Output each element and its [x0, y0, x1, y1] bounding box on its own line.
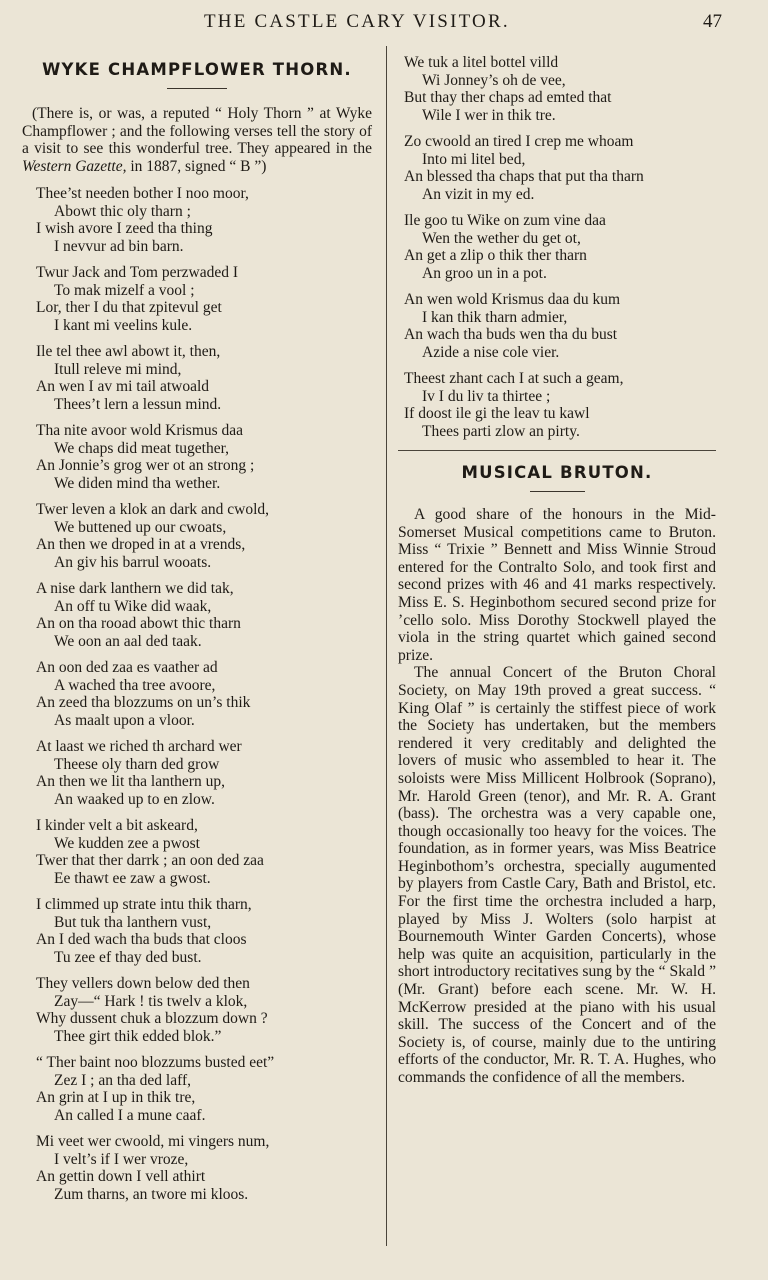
poem-stanza — [36, 422, 372, 492]
poem-line: Wile I wer in thik tre. — [422, 106, 556, 124]
poem-line: An blessed tha chaps that put tha tharn — [404, 168, 644, 185]
poem-line: Azide a nise cole vier. — [422, 343, 560, 361]
poem-intro — [22, 105, 372, 175]
column-divider — [386, 46, 387, 1246]
poem-line: If doost ile gi the leav tu kawl — [404, 405, 590, 422]
poem-right — [398, 54, 716, 440]
poem-line: Ee thawt ee zaw a gwost. — [54, 869, 211, 887]
poem-line: An get a zlip o thik ther tharn — [404, 247, 587, 264]
poem-line: An then we droped in at a vrends, — [36, 536, 246, 553]
poem-line: Theest zhant cach I at such a geam, — [404, 370, 624, 387]
poem-line: An vizit in my ed. — [422, 185, 535, 203]
poem-line: I climmed up strate intu thik tharn, — [36, 896, 252, 913]
poem-stanza — [36, 975, 372, 1045]
poem-line: Iv I du liv ta thirtee ; — [422, 387, 551, 405]
poem-stanza — [36, 817, 372, 887]
poem-line: Wi Jonney’s oh de vee, — [422, 71, 566, 89]
intro-text: (There is, or was, a reputed “ Holy Thorn ” at Wyke Champflower ; and the following verses tell the story of a visit to see this wonderful tree. They appeared in the — [22, 105, 372, 157]
article-title: MUSICAL BRUTON. — [461, 463, 653, 482]
poem-line: Twer that ther darrk ; an oon ded zaa — [36, 852, 264, 869]
poem-line: Zum tharns, an twore mi kloos. — [54, 1185, 249, 1203]
poem-stanza — [36, 264, 372, 334]
poem-line: Thees parti zlow an pirty. — [422, 422, 580, 440]
poem-title: WYKE CHAMPFLOWER THORN. — [42, 60, 352, 79]
poem-line: An wen wold Krismus daa du kum — [404, 291, 621, 308]
poem-line: Twer leven a klok an dark and cwold, — [36, 501, 270, 518]
poem-line: Theese oly tharn ded grow — [54, 755, 220, 773]
poem-stanza — [404, 133, 716, 203]
page-number: 47 — [703, 11, 722, 32]
article-paragraph: A good share of the honours in the Mid-Somerset Musical competitions came to Bruton. Miss “ Trixie ” Bennett and Miss Winnie Stroud entered for the Contralto Solo, and took first and second prizes with 46 and 41 marks respectively. Miss E. S. Heginbothom secured second prize for ’cello solo. Miss Dorothy Stockwell played the viola in the string quartet which gained second prize. — [398, 506, 716, 664]
poem-line: Lor, ther I du that zpitevul get — [36, 299, 222, 316]
poem-line: An oon ded zaa es vaather ad — [36, 659, 218, 676]
poem-line: An wach tha buds wen tha du bust — [404, 326, 618, 343]
poem-line: But thay ther chaps ad emted that — [404, 89, 612, 106]
poem-line: An I ded wach tha buds that cloos — [36, 931, 247, 948]
poem-stanza — [404, 291, 716, 361]
running-head — [0, 11, 768, 37]
poem-line: Twur Jack and Tom perzwaded I — [36, 264, 238, 281]
poem-line: Zez I ; an tha ded laff, — [54, 1071, 191, 1089]
running-title: THE CASTLE CARY VISITOR. — [204, 11, 510, 32]
poem-line: Zay—“ Hark ! tis twelv a klok, — [54, 992, 248, 1010]
poem-line: I nevvur ad bin barn. — [54, 237, 184, 255]
poem-line: Why dussent chuk a blozzum down ? — [36, 1010, 268, 1027]
poem-line: They vellers down below ded then — [36, 975, 250, 992]
intro-text-end: in 1887, signed “ B ”) — [126, 157, 267, 175]
poem-line: As maalt upon a vloor. — [54, 711, 195, 729]
poem-line: “ Ther baint noo blozzums busted eet” — [36, 1054, 275, 1071]
poem-line: An giv his barrul wooats. — [54, 553, 212, 571]
poem-line: A nise dark lanthern we did tak, — [36, 580, 234, 597]
poem-stanza — [404, 212, 716, 282]
poem-line: An called I a mune caaf. — [54, 1106, 206, 1124]
poem-line: An Jonnie’s grog wer ot an strong ; — [36, 457, 255, 474]
poem-line: Mi veet wer cwoold, mi vingers num, — [36, 1133, 270, 1150]
poem-line: Tha nite avoor wold Krismus daa — [36, 422, 244, 439]
poem-line: Zo cwoold an tired I crep me whoam — [404, 133, 634, 150]
title-rule — [167, 88, 227, 89]
right-column — [398, 54, 716, 1087]
poem-line: An grin at I up in thik tre, — [36, 1089, 196, 1106]
section-rule — [398, 450, 716, 451]
poem-line: Ile goo tu Wike on zum vine daa — [404, 212, 606, 229]
poem-line: Thee girt thik edded blok.” — [54, 1027, 222, 1045]
poem-stanza — [36, 501, 372, 571]
poem-line: But tuk tha lanthern vust, — [54, 913, 212, 931]
poem-stanza — [36, 1054, 372, 1124]
poem-line: Tu zee ef thay ded bust. — [54, 948, 202, 966]
left-column — [22, 60, 372, 1212]
poem-line: We buttened up our cwoats, — [54, 518, 227, 536]
article-body — [398, 506, 716, 1087]
poem-line: A wached tha tree avoore, — [54, 676, 216, 694]
poem-line: Thee’st needen bother I noo moor, — [36, 185, 249, 202]
poem-line: Abowt thic oly tharn ; — [54, 202, 191, 220]
poem-line: I kant mi veelins kule. — [54, 316, 193, 334]
poem-line: We kudden zee a pwost — [54, 834, 200, 852]
intro-publication: Western Gazette, — [22, 157, 127, 175]
poem-line: An zeed tha blozzums on un’s thik — [36, 694, 251, 711]
poem-stanza — [36, 896, 372, 966]
poem-line: An on tha rooad abowt thic tharn — [36, 615, 241, 632]
poem-line: We oon an aal ded taak. — [54, 632, 202, 650]
poem-line: At laast we riched th archard wer — [36, 738, 242, 755]
poem-stanza — [36, 659, 372, 729]
poem-line: To mak mizelf a vool ; — [54, 281, 195, 299]
poem-line: Into mi litel bed, — [422, 150, 526, 168]
poem-line: An then we lit tha lanthern up, — [36, 773, 225, 790]
poem-line: An gettin down I vell athirt — [36, 1168, 206, 1185]
poem-line: An groo un in a pot. — [422, 264, 547, 282]
poem-stanza — [36, 580, 372, 650]
poem-stanza — [404, 54, 716, 124]
poem-stanza — [36, 1133, 372, 1203]
article-paragraph: The annual Concert of the Bruton Choral Society, on May 19th proved a great success. “ King Olaf ” is certainly the stiffest piece of work the Society has undertaken, but the members rendered it very creditably and delighted the lovers of music who assembled to hear it. The soloists were Miss Millicent Holbrook (Soprano), Mr. Harold Green (tenor), and Mr. R. A. Grant (bass). The orchestra was a very capable one, though occasionally too heavy for the voices. The foundation, as in former years, was Miss Beatrice Heginbothom’s orchestra, specially augumented by players from Castle Cary, Bath and Bristol, etc. For the first time the orchestra included a harp, played by Miss J. Wolters (solo harpist at Bournemouth Winter Garden Concerts), whose help was quite an acquisition, particularly in the short introductory recitatives sung by the “ Skald ” (Mr. Grant) before each scene. Mr. W. H. McKerrow presided at the piano with his usual skill. The success of the Concert and of the Society is, of course, mainly due to the untiring efforts of the conductor, Mr. R. T. A. Hughes, who commands the confidence of all the members. — [398, 664, 716, 1086]
poem-line: Itull releve mi mind, — [54, 360, 182, 378]
poem-line: An off tu Wike did waak, — [54, 597, 212, 615]
poem-stanza — [36, 185, 372, 255]
poem-line: We tuk a litel bottel villd — [404, 54, 559, 71]
poem-line: We diden mind tha wether. — [54, 474, 221, 492]
article-title-rule — [530, 491, 585, 492]
poem-line: I kan thik tharn admier, — [422, 308, 568, 326]
poem-left — [22, 185, 372, 1203]
poem-line: An waaked up to en zlow. — [54, 790, 215, 808]
poem-line: Thees’t lern a lessun mind. — [54, 395, 222, 413]
poem-stanza — [36, 343, 372, 413]
poem-line: Wen the wether du get ot, — [422, 229, 581, 247]
poem-stanza — [36, 738, 372, 808]
poem-stanza — [404, 370, 716, 440]
poem-line: Ile tel thee awl abowt it, then, — [36, 343, 221, 360]
poem-line: I velt’s if I wer vroze, — [54, 1150, 189, 1168]
poem-line: We chaps did meat tugether, — [54, 439, 230, 457]
poem-line: I kinder velt a bit askeard, — [36, 817, 198, 834]
poem-line: I wish avore I zeed tha thing — [36, 220, 213, 237]
poem-line: An wen I av mi tail atwoald — [36, 378, 210, 395]
